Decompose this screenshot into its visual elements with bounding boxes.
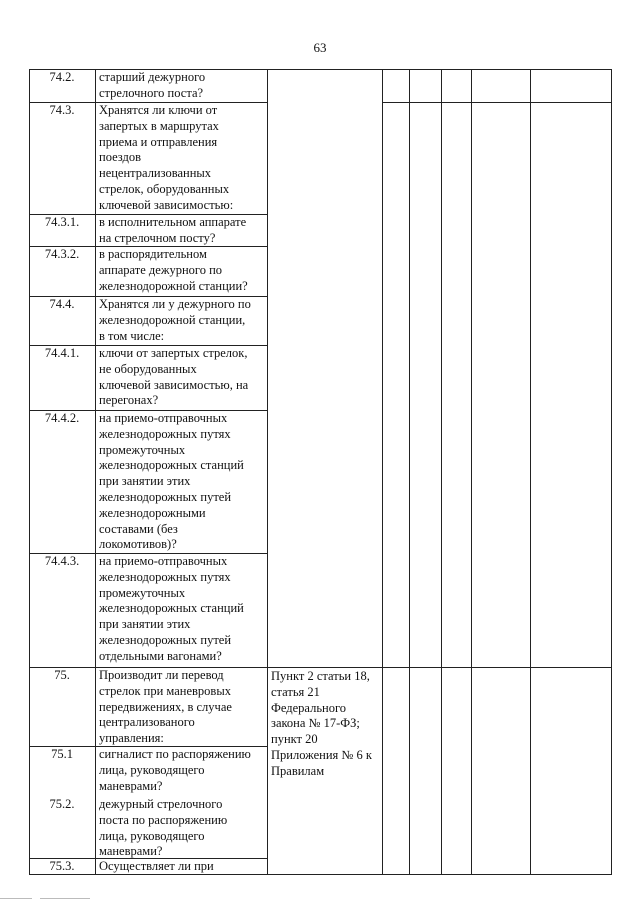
scan-artifact (0, 898, 32, 899)
question-text: в исполнительном аппарате на стрелочном посту? (99, 215, 247, 245)
item-number: 75. (54, 668, 70, 682)
item-number: 74.4.2. (44, 411, 80, 425)
item-number: 74.3.1. (44, 215, 80, 229)
table-right-border (611, 69, 612, 875)
question-text: ключи от запертых стрелок, не оборудованных ключевой зависимостью, на перегонах? (99, 346, 249, 408)
col-divider (382, 69, 383, 875)
item-number: 74.2. (49, 70, 75, 84)
question-text: сигналист по распоряжению лица, руководящего маневрами? (99, 747, 251, 793)
col-divider (441, 69, 442, 875)
requirements-table (29, 69, 612, 875)
item-number: 75.1 (51, 747, 73, 761)
page-number: 63 (313, 40, 327, 55)
question-text: на приемо-отправочных железнодорожных путях промежуточных железнодорожных станций при занятии этих железнодорожных путей отдельными вагонами? (99, 554, 244, 663)
col-divider (530, 69, 531, 875)
question-text: Осуществляет ли при (99, 859, 214, 873)
col-divider (409, 69, 410, 875)
question-text: дежурный стрелочного поста по распоряжению лица, руководящего маневрами? (99, 797, 228, 859)
question-text: Производит ли перевод стрелок при маневровых передвижениях, в случае централизованого управления: (99, 668, 232, 746)
col-divider (471, 69, 472, 875)
item-number: 75.2. (49, 797, 75, 811)
item-number: 74.4. (49, 297, 75, 311)
question-text: старший дежурного стрелочного поста? (99, 70, 206, 100)
item-number: 74.3.2. (44, 247, 80, 261)
question-text: в распорядительном аппарате дежурного по железнодорожной станции? (99, 247, 248, 293)
question-text: Хранятся ли у дежурного по железнодорожной станции, в том числе: (99, 297, 251, 343)
scan-artifact (40, 898, 90, 899)
item-number: 75.3. (49, 859, 75, 873)
item-number: 74.3. (49, 103, 75, 117)
row-divider (382, 102, 612, 103)
item-number: 74.4.3. (44, 554, 80, 568)
question-text: Хранятся ли ключи от запертых в маршрутах приема и отправления поездов нецентрализованных стрелок, оборудованных ключевой зависимостью: (99, 103, 234, 212)
item-number: 74.4.1. (44, 346, 80, 360)
legal-reference: Пункт 2 статьи 18, статья 21 Федерального закона № 17-ФЗ; пункт 20 Приложения № 6 к Правилам (271, 669, 372, 778)
question-text: на приемо-отправочных железнодорожных путях промежуточных железнодорожных станций при занятии этих железнодорожных путей железнодорожными составами (без локомотивов)? (99, 411, 244, 552)
